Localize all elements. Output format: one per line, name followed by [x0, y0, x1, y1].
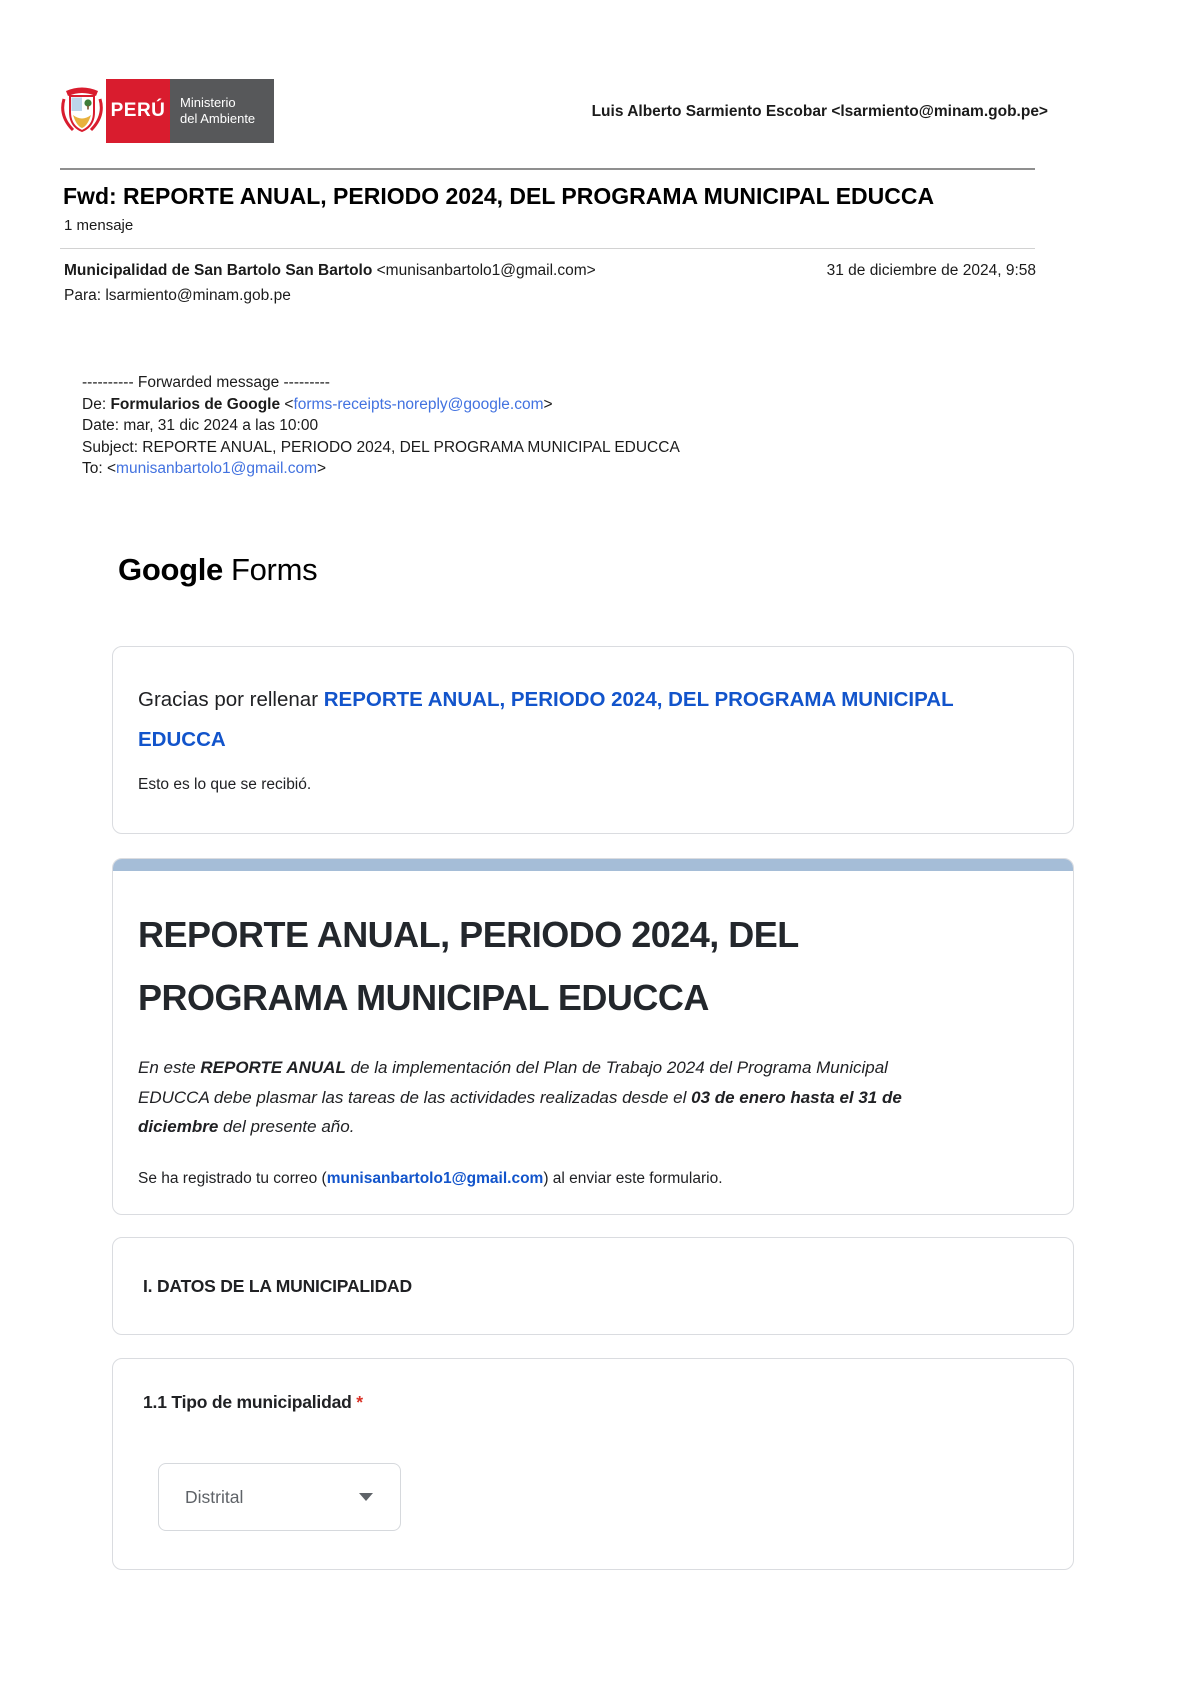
sender-address: <munisanbartolo1@gmail.com> — [372, 262, 596, 279]
minam-logo — [58, 79, 274, 143]
message-count: 1 mensaje — [64, 217, 134, 234]
registered-email-link[interactable]: munisanbartolo1@gmail.com — [326, 1170, 544, 1187]
sender-name: Municipalidad de San Bartolo San Bartolo — [64, 262, 373, 279]
question-text: 1.1 Tipo de municipalidad — [143, 1392, 357, 1412]
municipality-type-dropdown[interactable] — [158, 1463, 401, 1531]
forwarded-from-close-bracket: > — [543, 395, 553, 413]
forwarded-to-email-link[interactable]: munisanbartolo1@gmail.com — [116, 460, 318, 477]
desc-seg-3: de la implementación del Plan de Trabajo 2024 del Programa Municipal EDUCCA debe plasmar las tareas de las actividades realizadas desde el — [138, 1058, 888, 1107]
google-wordmark: Google — [118, 552, 223, 587]
forwarded-divider: ---------- Forwarded message --------- — [82, 374, 330, 391]
section-title: I. DATOS DE LA MUNICIPALIDAD — [143, 1275, 412, 1296]
form-card-accent-bar — [113, 859, 1073, 871]
email-subject-title: Fwd: REPORTE ANUAL, PERIODO 2024, DEL PROGRAMA MUNICIPAL EDUCCA — [63, 183, 935, 209]
ministry-line-1: Ministerio — [180, 95, 236, 110]
question-card — [112, 1358, 1074, 1570]
ministry-line-2: del Ambiente — [180, 111, 256, 126]
received-note: Esto es lo que se recibió. — [138, 776, 312, 793]
forwarded-to-line — [82, 458, 680, 480]
forwarded-date-line: Date: mar, 31 dic 2024 a las 10:00 — [82, 417, 319, 434]
registered-email-note — [138, 1170, 723, 1188]
forms-wordmark: Forms — [230, 552, 318, 587]
required-asterisk: * — [356, 1392, 363, 1412]
forwarded-subject-line: Subject: REPORTE ANUAL, PERIODO 2024, DEL PROGRAMA MUNICIPAL EDUCCA — [82, 438, 680, 456]
peru-wordmark: PERÚ — [106, 79, 170, 143]
forwarded-header — [82, 372, 680, 480]
desc-seg-5: del presente año. — [218, 1117, 355, 1136]
desc-seg-1: En este — [138, 1058, 201, 1077]
forwarded-from-line — [82, 394, 680, 416]
ministry-name — [170, 79, 274, 143]
thread-divider — [60, 248, 1035, 249]
forwarded-from-name: Formularios de Google — [110, 395, 281, 413]
regnote-suffix: ) al enviar este formulario. — [543, 1170, 723, 1187]
desc-seg-2: REPORTE ANUAL — [200, 1058, 346, 1077]
desc-seg-4: 03 de enero hasta el 31 de diciembre — [138, 1087, 902, 1136]
thanks-prefix: Gracias por rellenar — [138, 688, 324, 711]
forwarded-from-email-link[interactable]: forms-receipts-noreply@google.com — [293, 395, 544, 413]
to-line: Para: lsarmiento@minam.gob.pe — [64, 287, 291, 304]
regnote-prefix: Se ha registrado tu correo ( — [138, 1170, 327, 1187]
google-forms-logo — [118, 552, 317, 588]
form-title: REPORTE ANUAL, PERIODO 2024, DEL PROGRAMA MUNICIPAL EDUCCA — [138, 914, 799, 1018]
recipient-header: Luis Alberto Sarmiento Escobar <lsarmiento@minam.gob.pe> — [591, 103, 1048, 120]
form-description — [138, 1053, 928, 1142]
forwarded-from-open-bracket: < — [280, 395, 294, 413]
thanks-message — [138, 680, 1033, 760]
peru-coat-of-arms-icon — [58, 79, 106, 143]
sender-info — [64, 262, 596, 280]
question-label — [143, 1392, 363, 1413]
sender-row — [64, 262, 1036, 280]
message-date: 31 de diciembre de 2024, 9:58 — [826, 262, 1036, 279]
form-receipt-card — [112, 858, 1074, 1215]
chevron-down-icon — [359, 1493, 373, 1501]
forwarded-to-label: To: < — [82, 460, 117, 477]
header-divider — [60, 168, 1035, 170]
forwarded-to-close-bracket: > — [317, 460, 327, 477]
forwarded-from-label: De: — [82, 395, 111, 413]
thanks-card — [112, 646, 1074, 834]
form-title-link[interactable]: REPORTE ANUAL, PERIODO 2024, DEL PROGRAMA MUNICIPAL EDUCCA — [138, 688, 954, 751]
dropdown-selected-value: Distrital — [185, 1486, 244, 1507]
section-card — [112, 1237, 1074, 1335]
